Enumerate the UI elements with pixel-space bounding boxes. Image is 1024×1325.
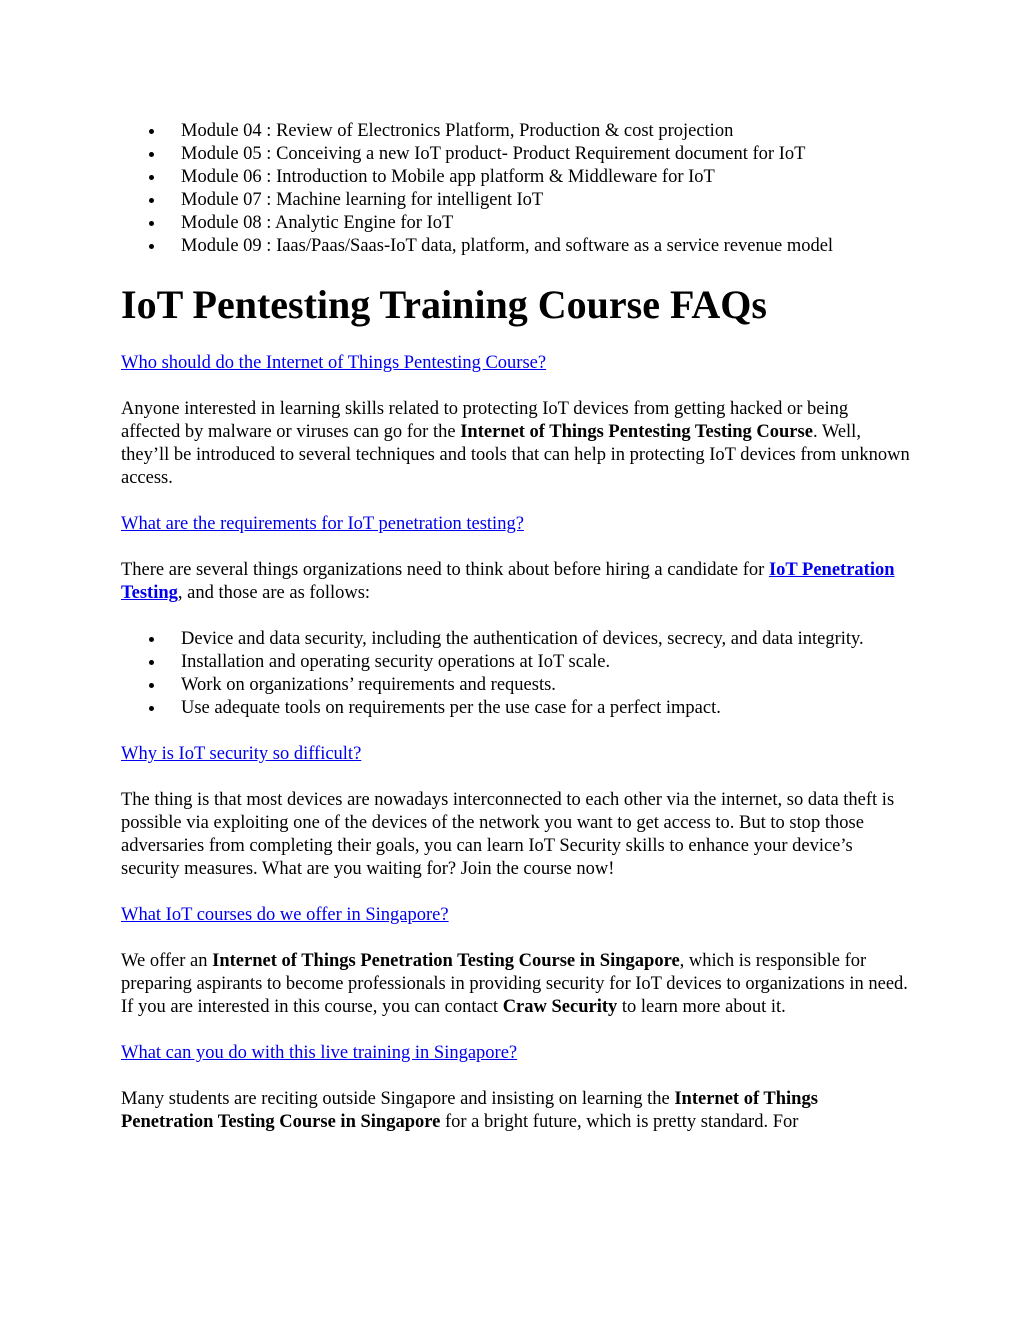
list-item: Module 04 : Review of Electronics Platform, Production & cost projection: [121, 120, 911, 143]
faq-question-link[interactable]: What IoT courses do we offer in Singapore?: [121, 905, 449, 925]
list-item: Installation and operating security operations at IoT scale.: [121, 651, 911, 674]
faq-question-link[interactable]: What are the requirements for IoT penetration testing?: [121, 514, 524, 534]
list-item: Use adequate tools on requirements per the use case for a perfect impact.: [121, 697, 911, 720]
document-page: [121, 120, 911, 1157]
list-item: Device and data security, including the authentication of devices, secrecy, and data integrity.: [121, 628, 911, 651]
list-item: Work on organizations’ requirements and requests.: [121, 674, 911, 697]
page-title: IoT Pentesting Training Course FAQs: [121, 282, 767, 327]
faq-question-2: [121, 513, 911, 536]
faq-answer-4: We offer an Internet of Things Penetration Testing Course in Singapore, which is responsible for preparing aspirants to become professionals in providing security for IoT devices to organizations in need. If you are interested in this course, you can contact Craw Security to learn more about it.: [121, 951, 908, 1017]
list-item: Module 08 : Analytic Engine for IoT: [121, 212, 911, 235]
module-list: [121, 120, 911, 258]
faq-answer-2: There are several things organizations need to think about before hiring a candidate for IoT Penetration Testing, and those are as follows:: [121, 560, 895, 603]
faq-answer-5: Many students are reciting outside Singapore and insisting on learning the Internet of Things Penetration Testing Course in Singapore for a bright future, which is pretty standard. For: [121, 1089, 818, 1132]
list-item: Module 05 : Conceiving a new IoT product- Product Requirement document for IoT: [121, 143, 911, 166]
faq-question-4: [121, 904, 911, 927]
list-item: Module 09 : Iaas/Paas/Saas-IoT data, platform, and software as a service revenue model: [121, 235, 911, 258]
faq-question-link[interactable]: What can you do with this live training in Singapore?: [121, 1043, 518, 1063]
requirements-list: [121, 628, 911, 720]
faq-question-5: [121, 1042, 911, 1065]
list-item: Module 07 : Machine learning for intelligent IoT: [121, 189, 911, 212]
faq-question-3: [121, 743, 911, 766]
list-item: Module 06 : Introduction to Mobile app platform & Middleware for IoT: [121, 166, 911, 189]
faq-answer-1: Anyone interested in learning skills related to protecting IoT devices from getting hacked or being affected by malware or viruses can go for the Internet of Things Pentesting Testing Course. Well, they’ll be introduced to several techniques and tools that can help in protecting IoT devices from unknown access.: [121, 399, 910, 488]
faq-question-1: [121, 352, 911, 375]
faq-question-link[interactable]: Why is IoT security so difficult?: [121, 744, 362, 764]
faq-answer-3: The thing is that most devices are nowadays interconnected to each other via the internet, so data theft is possible via exploiting one of the devices of the network you want to get access to. But to stop those adversaries from completing their goals, you can learn IoT Security skills to enhance your device’s security measures. What are you waiting for? Join the course now!: [121, 790, 895, 879]
faq-question-link[interactable]: Who should do the Internet of Things Pentesting Course?: [121, 353, 547, 373]
iot-penetration-testing-link[interactable]: IoT Penetration Testing: [121, 560, 895, 603]
